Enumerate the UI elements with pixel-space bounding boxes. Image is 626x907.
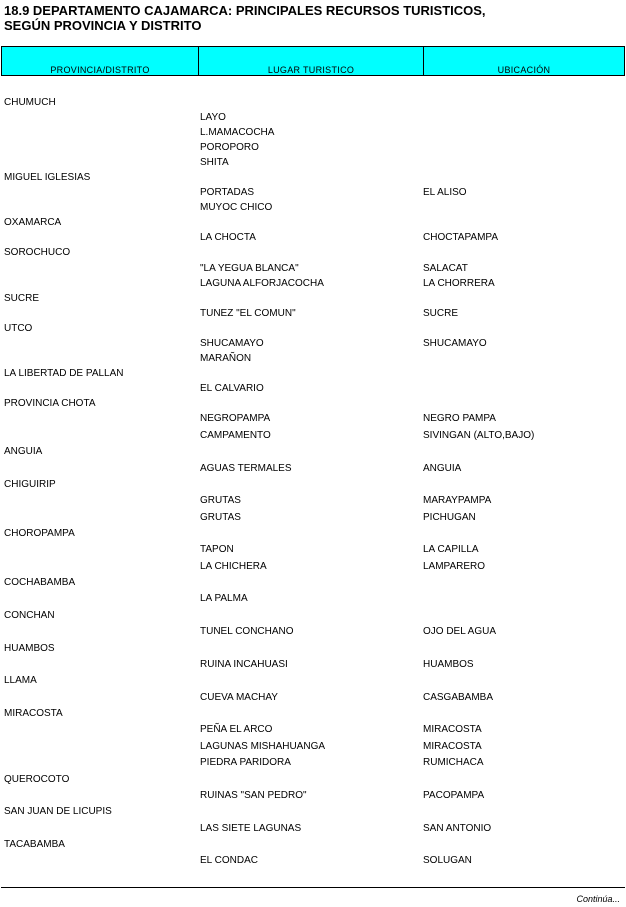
distrito-cell: SUCRE [4,293,40,304]
distrito-cell: COCHABAMBA [4,577,76,588]
distrito-cell: PROVINCIA CHOTA [4,398,96,409]
ubicacion-cell: PACOPAMPA [423,790,485,801]
ubicacion-cell: HUAMBOS [423,659,474,670]
lugar-cell: "LA YEGUA BLANCA" [200,263,299,274]
lugar-cell: L.MAMACOCHA [200,127,275,138]
lugar-cell: LA PALMA [200,593,248,604]
lugar-cell: TUNEL CONCHANO [200,626,294,637]
lugar-cell: MUYOC CHICO [200,202,273,213]
header-ubicacion: UBICACIÓN [497,65,551,75]
ubicacion-cell: SHUCAMAYO [423,338,487,349]
distrito-cell: ANGUIA [4,446,43,457]
distrito-cell: MIRACOSTA [4,708,63,719]
ubicacion-cell: SAN ANTONIO [423,823,492,834]
lugar-cell: LAS SIETE LAGUNAS [200,823,302,834]
lugar-cell: SHUCAMAYO [200,338,264,349]
header-lugar-turistico: LUGAR TURISTICO [199,47,424,75]
title-line-1: 18.9 DEPARTAMENTO CAJAMARCA: PRINCIPALES RECURSOS TURISTICOS, [4,3,486,18]
ubicacion-cell: SALACAT [423,263,468,274]
lugar-cell: GRUTAS [200,495,241,506]
title-line-2: SEGÚN PROVINCIA Y DISTRITO [4,18,202,33]
distrito-cell: LA LIBERTAD DE PALLAN [4,368,124,379]
ubicacion-cell: RUMICHACA [423,757,484,768]
ubicacion-cell: ANGUIA [423,463,462,474]
distrito-cell: CHIGUIRIP [4,479,56,490]
ubicacion-cell: SOLUGAN [423,855,472,866]
distrito-cell: CONCHAN [4,610,55,621]
continua-note: Continúa... [576,894,620,904]
lugar-cell: PORTADAS [200,187,255,198]
footer-divider [1,887,625,888]
lugar-cell: TAPON [200,544,234,555]
ubicacion-cell: SUCRE [423,308,459,319]
ubicacion-cell: LAMPARERO [423,561,486,572]
lugar-cell: LA CHOCTA [200,232,256,243]
lugar-cell: RUINA INCAHUASI [200,659,288,670]
ubicacion-cell: NEGRO PAMPA [423,413,496,424]
ubicacion-cell: LA CAPILLA [423,544,479,555]
lugar-cell: EL CONDAC [200,855,258,866]
lugar-cell: NEGROPAMPA [200,413,271,424]
lugar-cell: TUNEZ "EL COMUN" [200,308,296,319]
distrito-cell: LLAMA [4,675,37,686]
distrito-cell: HUAMBOS [4,643,55,654]
header-provincia-distrito: PROVINCIA/DISTRITO [2,47,199,75]
distrito-cell: OXAMARCA [4,217,62,228]
ubicacion-cell: PICHUGAN [423,512,476,523]
ubicacion-cell: MIRACOSTA [423,741,482,752]
distrito-cell: UTCO [4,323,33,334]
distrito-cell: CHOROPAMPA [4,528,75,539]
distrito-cell: MIGUEL IGLESIAS [4,172,91,183]
distrito-cell: QUEROCOTO [4,774,70,785]
lugar-cell: LA CHICHERA [200,561,267,572]
lugar-cell: LAGUNAS MISHAHUANGA [200,741,326,752]
ubicacion-cell: OJO DEL AGUA [423,626,496,637]
lugar-cell: CUEVA MACHAY [200,692,278,703]
lugar-cell: AGUAS TERMALES [200,463,292,474]
ubicacion-cell: MARAYPAMPA [423,495,492,506]
lugar-cell: LAGUNA ALFORJACOCHA [200,278,324,289]
lugar-cell: MARAÑON [200,353,252,364]
lugar-cell: PIEDRA PARIDORA [200,757,291,768]
lugar-cell: POROPORO [200,142,259,153]
lugar-cell: RUINAS "SAN PEDRO" [200,790,307,801]
distrito-cell: SAN JUAN DE LICUPIS [4,806,112,817]
ubicacion-cell: MIRACOSTA [423,724,482,735]
lugar-cell: SHITA [200,157,229,168]
lugar-cell: PEÑA EL ARCO [200,724,273,735]
ubicacion-cell: CASGABAMBA [423,692,494,703]
lugar-cell: EL CALVARIO [200,383,264,394]
lugar-cell: CAMPAMENTO [200,430,271,441]
lugar-cell: LAYO [200,112,226,123]
ubicacion-cell: LA CHORRERA [423,278,495,289]
ubicacion-cell: CHOCTAPAMPA [423,232,499,243]
distrito-cell: SOROCHUCO [4,247,71,258]
lugar-cell: GRUTAS [200,512,241,523]
distrito-cell: CHUMUCH [4,97,56,108]
ubicacion-cell: EL ALISO [423,187,467,198]
ubicacion-cell: SIVINGAN (ALTO,BAJO) [423,430,535,441]
distrito-cell: TACABAMBA [4,839,65,850]
